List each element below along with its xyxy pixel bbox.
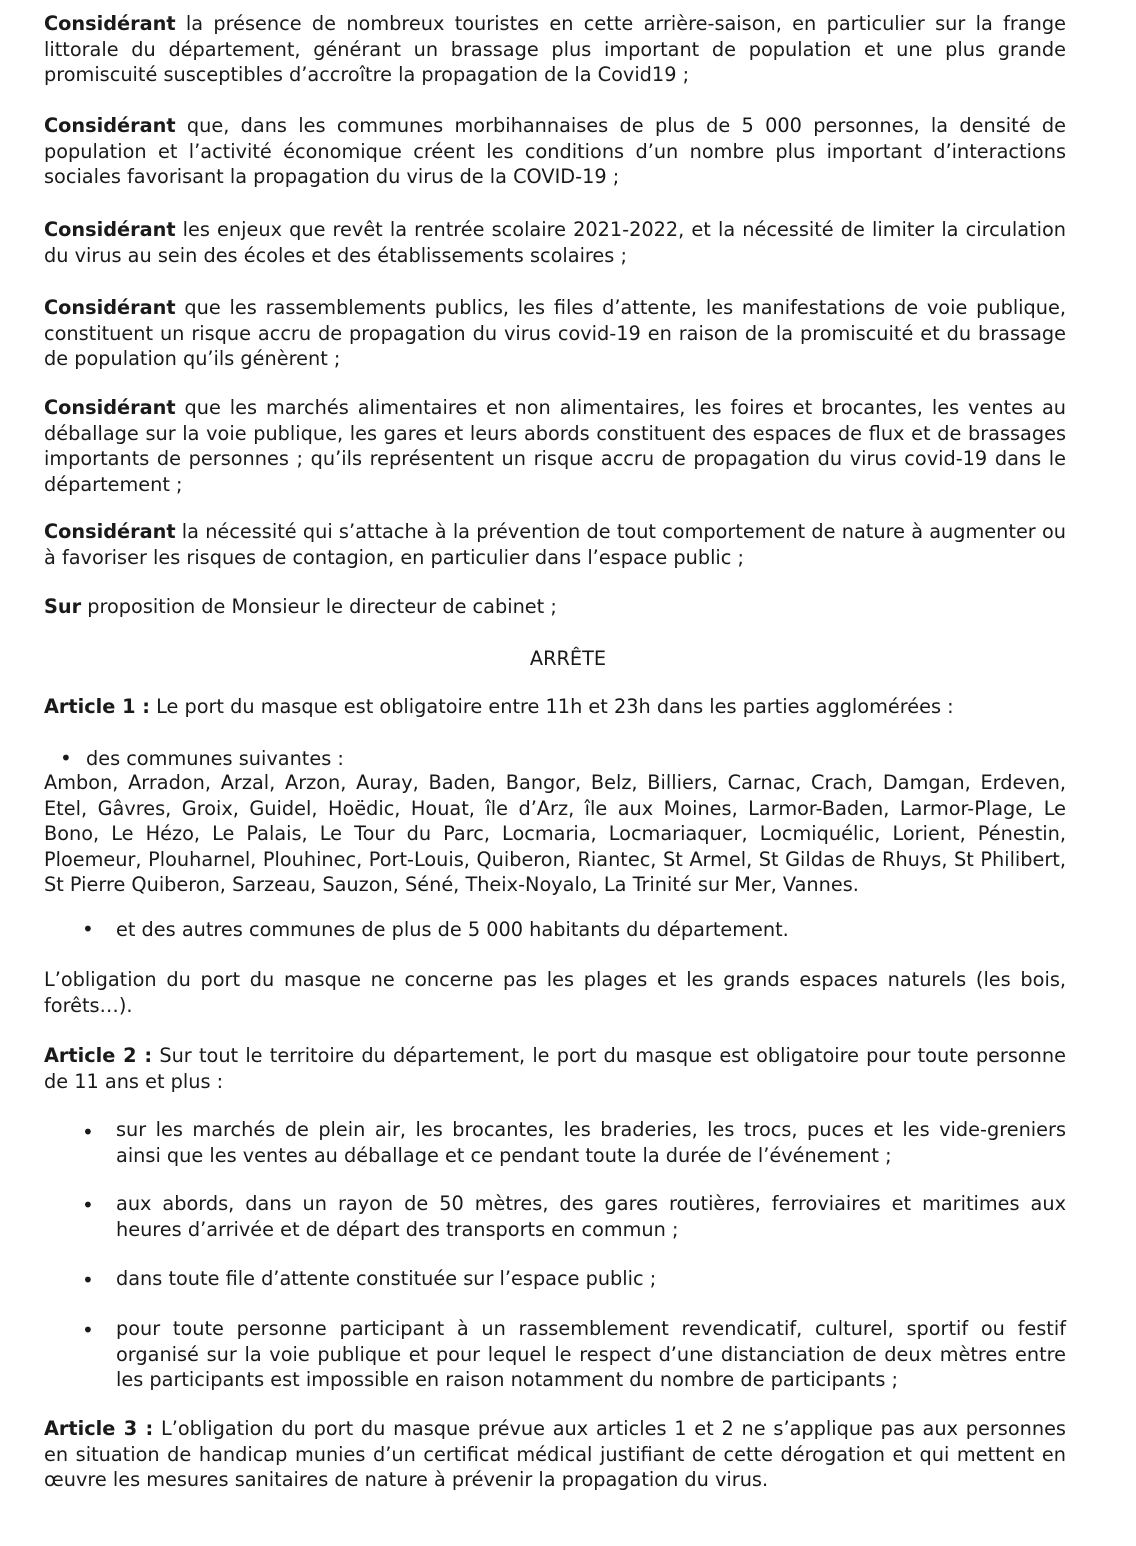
considerant-text: que, dans les communes morbihannaises de plus de 5 000 personnes, la densité de population et l’activité économique créent les conditions d’un nombre plus important d’interactions sociales favorisant la propagation du virus de la COVID-19 ;	[44, 114, 1066, 188]
article-2-bullet: pour toute personne participant à un rassemblement revendicatif, culturel, sportif ou festif organisé sur la voie publique et pour lequel le respect d’une distanciation de deux mètres entre les participants est impossible en raison notamment du nombre de participants ;	[116, 1317, 1066, 1391]
considerant-3	[44, 217, 1066, 268]
bullet-marker: •	[82, 1120, 94, 1144]
considerant-lead: Considérant	[44, 520, 176, 543]
considerant-5	[44, 395, 1066, 497]
article-3-text: L’obligation du port du masque prévue aux articles 1 et 2 ne s’applique pas aux personnes en situation de handicap munies d’un certificat médical justifiant de cette dérogation et qui mettent en œuvre les mesures sanitaires de nature à prévenir la propagation du virus.	[44, 1417, 1066, 1491]
considerant-text: que les rassemblements publics, les files d’attente, les manifestations de voie publique, constituent un risque accru de propagation du virus covid-19 en raison de la promiscuité et du brassage de population qu’ils génèrent ;	[44, 296, 1066, 370]
considerant-text: les enjeux que revêt la rentrée scolaire 2021-2022, et la nécessité de limiter la circulation du virus au sein des écoles et des établissements scolaires ;	[44, 218, 1066, 267]
article-2-heading	[44, 1043, 1066, 1094]
considerant-text: la nécessité qui s’attache à la prévention de tout comportement de nature à augmenter ou à favoriser les risques de contagion, en particulier dans l’espace public ;	[44, 520, 1066, 569]
considerant-lead: Considérant	[44, 114, 176, 137]
arrete-title: ARRÊTE	[529, 647, 607, 670]
bullet-marker: •	[82, 1318, 94, 1342]
proposition-text: proposition de Monsieur le directeur de cabinet ;	[81, 595, 557, 618]
article-2-bullet: dans toute file d’attente constituée sur l’espace public ;	[116, 1267, 657, 1290]
considerant-1	[44, 11, 1066, 88]
bullet-marker: •	[82, 1268, 94, 1292]
article-1-bullet-1: des communes suivantes :	[86, 747, 344, 770]
considerant-2	[44, 113, 1066, 190]
considerant-4	[44, 295, 1066, 372]
article-1-bullet-2: et des autres communes de plus de 5 000 habitants du département.	[116, 918, 789, 941]
article-2-lead: Article 2 :	[44, 1044, 153, 1067]
bullet-marker: •	[82, 917, 94, 941]
communes-list: Ambon, Arradon, Arzal, Arzon, Auray, Baden, Bangor, Belz, Billiers, Carnac, Crach, Damgan, Erdeven, Etel, Gâvres, Groix, Guidel, Hoëdic, Houat, île d’Arz, île aux Moines, Larmor-Baden, Larmor-Plage, Le Bono, Le Hézo, Le Palais, Le Tour du Parc, Locmaria, Locmariaquer, Locmiquélic, Lorient, Pénestin, Ploemeur, Plouharnel, Plouhinec, Port-Louis, Quiberon, Riantec, St Armel, St Gildas de Rhuys, St Philibert, St Pierre Quiberon, Sarzeau, Sauzon, Séné, Theix-Noyalo, La Trinité sur Mer, Vannes.	[44, 771, 1066, 896]
proposition	[44, 594, 1066, 620]
article-1-lead: Article 1 :	[44, 695, 150, 718]
considerant-6	[44, 519, 1066, 570]
proposition-lead: Sur	[44, 595, 82, 618]
considerant-text: la présence de nombreux touristes en cette arrière-saison, en particulier sur la frange littorale du département, générant un brassage plus important de population et une plus grande promiscuité susceptibles d’accroître la propagation de la Covid19 ;	[44, 12, 1066, 86]
considerant-text: que les marchés alimentaires et non alimentaires, les foires et brocantes, les ventes au déballage sur la voie publique, les gares et leurs abords constituent des espaces de flux et de brassages importants de personnes ; qu’ils représentent un risque accru de propagation du virus covid-19 dans le département ;	[44, 396, 1066, 496]
article-2-bullet: aux abords, dans un rayon de 50 mètres, des gares routières, ferroviaires et maritimes aux heures d’arrivée et de départ des transports en commun ;	[116, 1192, 1066, 1241]
bullet-marker: •	[60, 746, 72, 770]
article-1-note: L’obligation du port du masque ne concerne pas les plages et les grands espaces naturels (les bois, forêts…).	[44, 968, 1066, 1017]
article-2-text: Sur tout le territoire du département, le port du masque est obligatoire pour toute personne de 11 ans et plus :	[44, 1044, 1066, 1093]
considerant-lead: Considérant	[44, 12, 176, 35]
article-1-heading	[44, 694, 1066, 720]
bullet-marker: •	[82, 1193, 94, 1217]
article-2-bullet: sur les marchés de plein air, les brocantes, les braderies, les trocs, puces et les vide-greniers ainsi que les ventes au déballage et ce pendant toute la durée de l’événement ;	[116, 1118, 1066, 1167]
considerant-lead: Considérant	[44, 296, 176, 319]
considerant-lead: Considérant	[44, 396, 176, 419]
article-3-lead: Article 3 :	[44, 1417, 154, 1440]
considerant-lead: Considérant	[44, 218, 176, 241]
article-3	[44, 1416, 1066, 1493]
article-1-text: Le port du masque est obligatoire entre 11h et 23h dans les parties agglomérées :	[149, 695, 954, 718]
